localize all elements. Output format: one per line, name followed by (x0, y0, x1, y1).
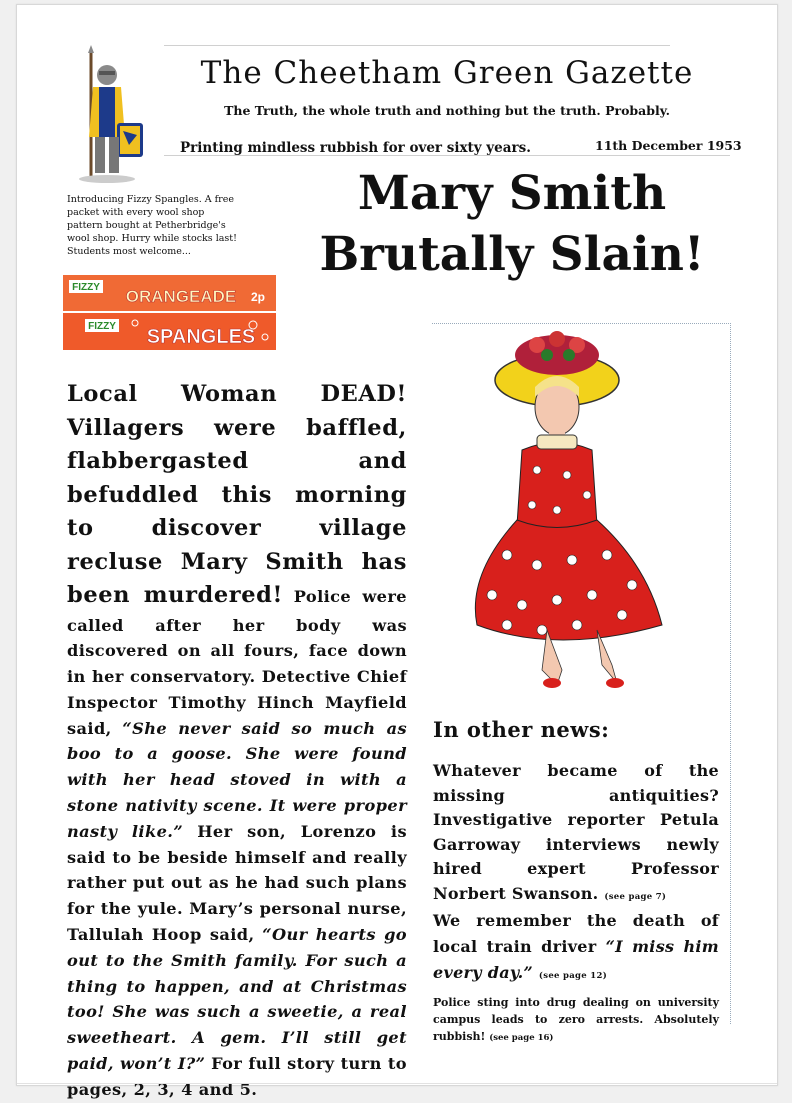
news-item-1-text: Whatever became of the missing antiquities? Investigative reporter Petula Garroway interviews newly hired expert Professor Norbert Swanson. (433, 761, 719, 903)
promo-fizzy-label-2: FIZZY (88, 321, 116, 332)
fizzy-spangles-image (63, 275, 276, 350)
promo-fizzy-label: FIZZY (72, 282, 100, 293)
mary-smith-illustration (447, 325, 702, 695)
news-item-3-text: Police sting into drug dealing on university campus leads to zero arrests. Absolutely rubbish! (433, 996, 719, 1043)
headline-line1: Mary Smith (357, 166, 667, 221)
news-item-2-page-ref: (see page 12) (538, 971, 608, 981)
headline-line2: Brutally Slain! (319, 227, 705, 282)
knight-figure-illustration (59, 45, 155, 185)
news-item-2-text: We remember the death of local train driver (433, 911, 719, 956)
other-news-heading: In other news: (433, 717, 610, 742)
promo-blurb: Introducing Fizzy Spangles. A free packet with every wool shop pattern bought at Petherbridge's wool shop. Hurry while stocks last! Students most welcome... (67, 194, 237, 257)
news-item-3-page-ref: (see page 16) (489, 1033, 554, 1043)
promo-spangles-label: SPANGLES (146, 326, 256, 348)
other-news-item-2 (433, 908, 719, 989)
issue-date: 11th December 1953 (595, 138, 742, 153)
other-news-item-3 (433, 994, 719, 1047)
lead-quote-1: “She never said so much as boo to a goose. She were found with her head stoved in with a stone nativity scene. It were proper nasty like.” (67, 718, 407, 841)
news-item-2-quote: “I miss him every day.” (433, 937, 719, 982)
masthead-bottom-rule (164, 155, 730, 156)
promo-price-label: 2p (250, 290, 266, 304)
other-news-item-1 (433, 759, 719, 909)
lead-body-2: Her son, Lorenzo is said to be beside himself and really rather put out as he had such plans for the yule. Mary’s personal nurse, Tallulah Hoop said, (67, 821, 407, 945)
newspaper-page (16, 4, 778, 1099)
masthead-tagline: The Truth, the whole truth and nothing but the truth. Probably. (224, 103, 670, 118)
lead-quote-2: “Our hearts go out to the Smith family. For such a thing to happen, and at Christmas too! She was such a sweetie, a real sweetheart. A gem. I’ll still get paid, won’t I?” (67, 925, 407, 1074)
lead-intro: Local Woman DEAD! Villagers were baffled, flabbergasted and befuddled this morning to discover village recluse Mary Smith has been murdered! (67, 381, 407, 608)
news-item-1-page-ref: (see page 7) (604, 891, 667, 902)
lead-body-3: For full story turn to pages, 2, 3, 4 and 5. (67, 1054, 407, 1099)
masthead-title: The Cheetham Green Gazette (200, 55, 694, 91)
promo-orangeade-label: ORANGEADE (125, 287, 237, 306)
main-headline (282, 163, 742, 285)
lead-story (67, 378, 407, 1103)
masthead-slogan: Printing mindless rubbish for over sixty years. (180, 140, 531, 156)
lead-body-1: Police were called after her body was discovered on all fours, face down in her conservatory. Detective Chief Inspector Timothy Hinch Mayfield said, (67, 587, 407, 738)
page-bottom-rule (17, 1083, 777, 1084)
masthead-top-rule (164, 45, 670, 46)
